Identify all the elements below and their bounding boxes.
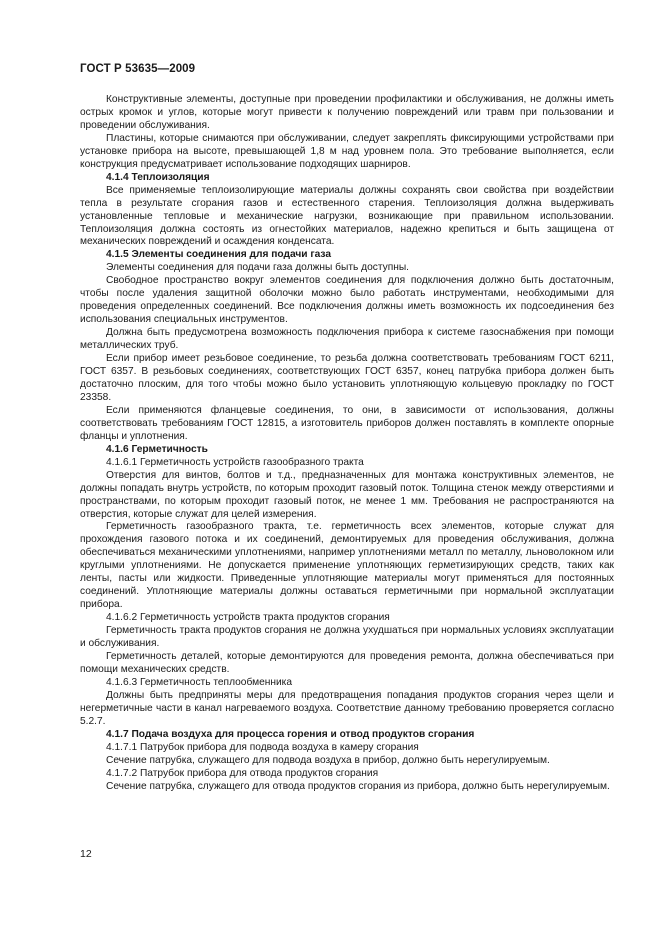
subsection-heading: 4.1.6.1 Герметичность устройств газообразного тракта [106, 456, 364, 468]
document-header: ГОСТ Р 53635—2009 [80, 63, 196, 75]
paragraph: Должны быть предприняты меры для предотвращения попадания продуктов сгорания через щели и негерметичные части в канал нагреваемого воздуха. Соответствие данному требованию проверяется согласно 5.2.7. [80, 689, 614, 727]
paragraph: Если прибор имеет резьбовое соединение, то резьба должна соответствовать требованиям ГОСТ 6211, ГОСТ 6357. В резьбовых соединениях, соответствующих ГОСТ 6357, конец патрубка прибора должен быть достаточно плоским, для того чтобы можно было установить уплотняющую кольцевую прокладку по ГОСТ 23358. [80, 353, 614, 403]
section-heading: 4.1.6 Герметичность [106, 443, 208, 455]
paragraph: Герметичность тракта продуктов сгорания не должна ухудшаться при нормальных условиях эксплуатации и обслуживания. [80, 625, 614, 650]
paragraph: Если применяются фланцевые соединения, то они, в зависимости от использования, должны соответствовать требованиям ГОСТ 12815, а изготовитель приборов должен поставлять в комплекте опорные фланцы и уплотнения. [80, 404, 614, 442]
subsection-heading: 4.1.7.1 Патрубок прибора для подвода воздуха в камеру сгорания [106, 741, 419, 753]
paragraph: Конструктивные элементы, доступные при проведении профилактики и обслуживания, не должны иметь острых кромок и углов, которые могут привести к получению повреждений или травм при пользовании и проведении обслуживания. [80, 94, 614, 131]
section-heading: 4.1.7 Подача воздуха для процесса горения и отвод продуктов сгорания [106, 728, 475, 740]
subsection-heading: 4.1.6.3 Герметичность теплообменника [106, 676, 293, 688]
paragraph: Сечение патрубка, служащего для отвода продуктов сгорания из прибора, должно быть нерегулируемым. [106, 780, 610, 792]
paragraph: Элементы соединения для подачи газа должны быть доступны. [106, 262, 409, 274]
section-heading: 4.1.5 Элементы соединения для подачи газа [106, 249, 331, 261]
paragraph: Должна быть предусмотрена возможность подключения прибора к системе газоснабжения при помощи металлических труб. [80, 327, 614, 352]
paragraph: Свободное пространство вокруг элементов соединения для подключения должно быть достаточным, чтобы после удаления защитной оболочки можно было работать инструментами, необходимыми для проведения определенных соединений. Все подключения должны иметь возможность их подсоединения без использования специальных инструментов. [80, 275, 614, 326]
section-heading: 4.1.4 Теплоизоляция [106, 171, 210, 183]
subsection-heading: 4.1.7.2 Патрубок прибора для отвода продуктов сгорания [106, 767, 379, 779]
paragraph: Отверстия для винтов, болтов и т.д., предназначенных для монтажа конструктивных элементов, не должны попадать внутрь устройств, по которым проходит газовый поток. Толщина стенок между отверстиями и пространствами, по которым проходит газовый поток, не менее 1 мм. Требования не распространяются на отверстия, которые служат для целей измерения. [80, 469, 614, 520]
page-number: 12 [80, 848, 92, 860]
paragraph: Все применяемые теплоизолирующие материалы должны сохранять свои свойства при воздействии тепла в результате сгорания газов и естественного старения. Теплоизоляция должна выдерживать установленные тепловые и механические нагрузки, возникающие при правильном использовании. Теплоизоляция должна состоять из огнестойких материалов, надежно крепиться и быть защищена от механических повреждений и осаждения конденсата. [80, 184, 614, 248]
subsection-heading: 4.1.6.2 Герметичность устройств тракта продуктов сгорания [106, 612, 390, 624]
paragraph: Герметичность деталей, которые демонтируются для проведения ремонта, должна обеспечиваться при помощи механических средств. [80, 650, 614, 675]
paragraph: Пластины, которые снимаются при обслуживании, следует закреплять фиксирующими устройствами при установке прибора на высоте, превышающей 1,8 м над уровнем пола. Это требование выполняется, если конструкция предусматривает использование подходящих шарниров. [80, 132, 614, 170]
paragraph: Сечение патрубка, служащего для подвода воздуха в прибор, должно быть нерегулируемым. [106, 754, 550, 766]
document-body [80, 94, 614, 793]
paragraph: Герметичность газообразного тракта, т.е. герметичность всех элементов, которые служат для прохождения газового потока и их соединений, демонтируемых для проведения обслуживания, должна обеспечиваться механическими уплотнениями, например уплотнениями металл по металлу, льноволокном или круглыми уплотнениями. Не допускается применение уплотняющих герметизирующих средств, таких как ленты, пасты или жидкости. Приведенные уплотняющие материалы могут применяться для постоянных соединений. Уплотняющие материалы должны оставаться герметичными при нормальной эксплуатации прибора. [80, 521, 614, 611]
